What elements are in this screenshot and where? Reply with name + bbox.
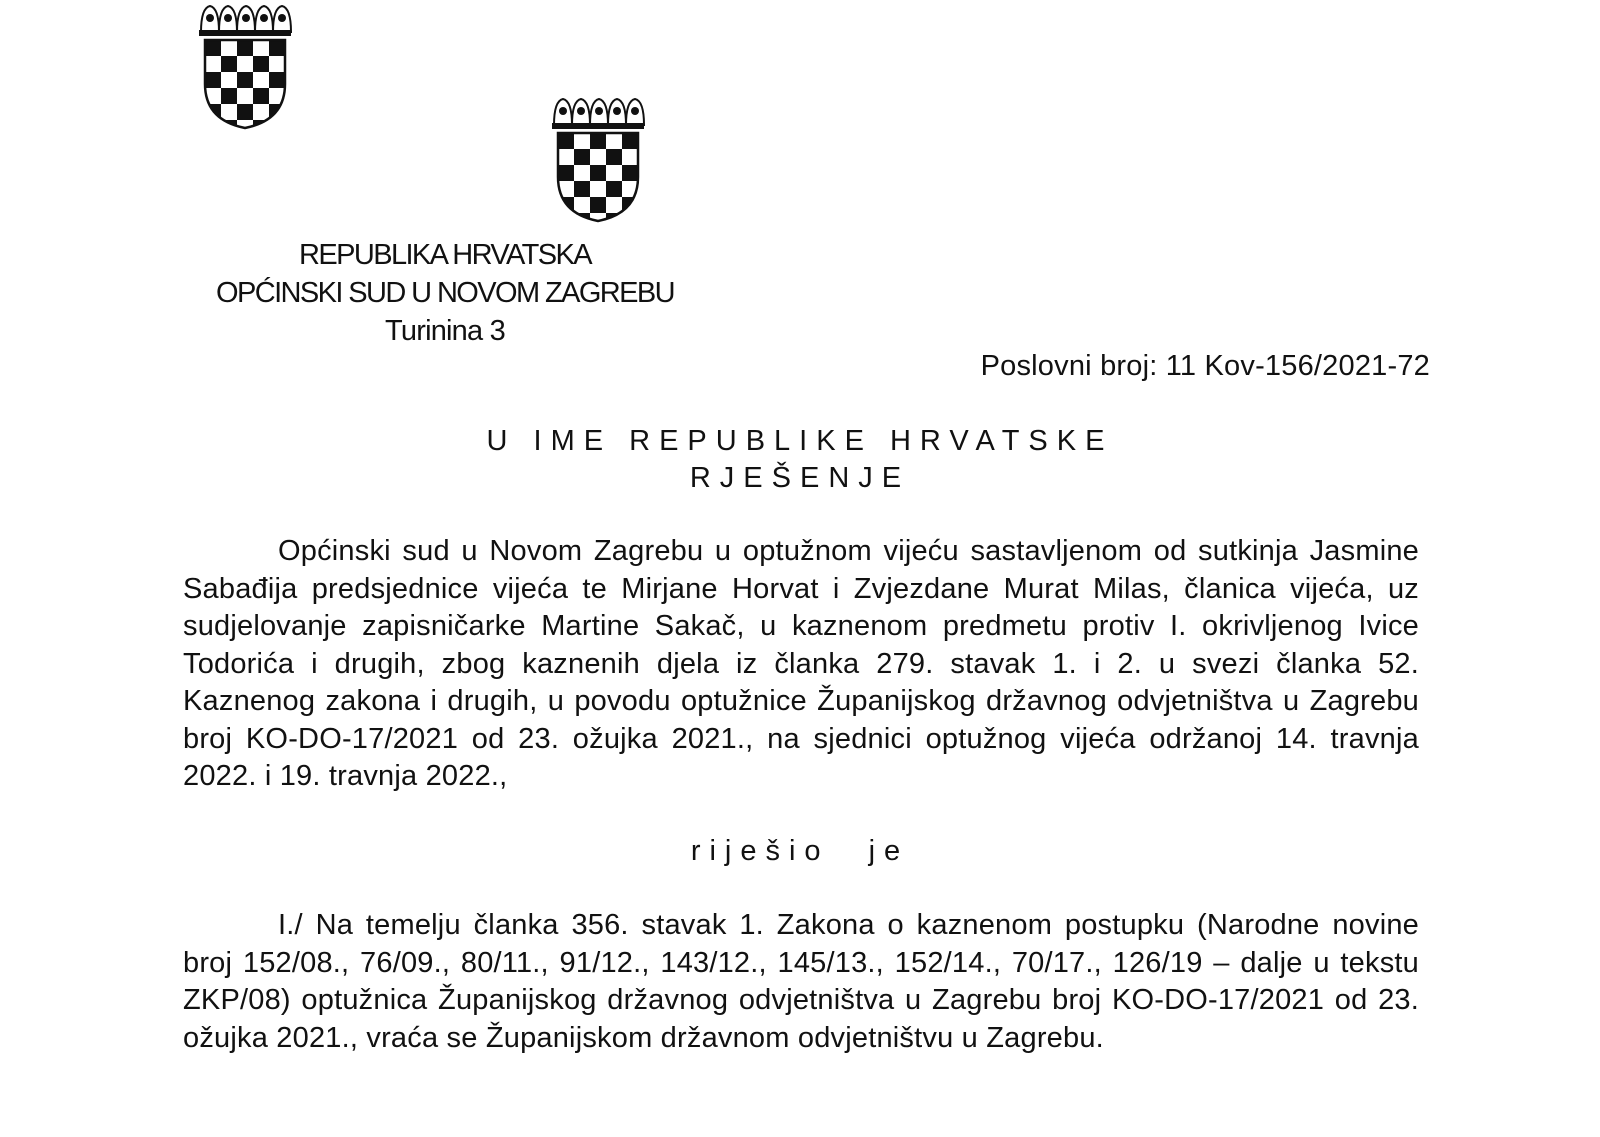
ruling-paragraph-text: I./ Na temelju članka 356. stavak 1. Zakona o kaznenom postupku (Narodne novine broj 152/08., 76/09., 80/11., 91/12., 143/12., 145/13., 152/14., 70/17., 126/19 – dalje u tekstu ZKP/08) optužnica Županijskog državnog odvjetništva u Zagrebu broj KO-DO-17/2021 od 23. ožujka 2021., vraća se Županijskom državnom odvjetništvu u Zagrebu.	[183, 909, 1419, 1054]
intro-paragraph-text: Općinski sud u Novom Zagrebu u optužnom vijeću sastavljenom od sutkinja Jasmine Sabađija predsjednice vijeća te Mirjane Horvat i Zvjezdane Murat Milas, članica vijeća, uz sudjelovanje zapisničarke Martine Sakač, u kaznenom predmetu protiv I. okrivljenog Ivice Todorića i drugih, zbog kaznenih djela iz članka 279. stavak 1. i 2. u svezi članka 52. Kaznenog zakona i drugih, u povodu optužnice Županijskog državnog odvjetništva u Zagrebu broj KO-DO-17/2021 od 23. ožujka 2021., na sjednici optužnog vijeća održanoj 14. travnja 2022. i 19. travnja 2022.,	[183, 535, 1419, 792]
coat-of-arms-icon	[548, 95, 648, 223]
title-decision: RJEŠENJE	[689, 462, 911, 494]
header-address: Turinina 3	[385, 315, 505, 347]
case-number: Poslovni broj: 11 Kov-156/2021-72	[980, 350, 1430, 382]
title-name-of-republic: U IME REPUBLIKE HRVATSKE	[486, 425, 1114, 457]
ruling-heading: riješio je	[690, 835, 910, 867]
ruling-paragraph	[183, 907, 1419, 1057]
intro-paragraph	[183, 533, 1419, 796]
header-country: REPUBLIKA HRVATSKA	[299, 239, 591, 271]
header-court: OPĆINSKI SUD U NOVOM ZAGREBU	[216, 277, 674, 309]
coat-of-arms-icon	[195, 2, 295, 130]
